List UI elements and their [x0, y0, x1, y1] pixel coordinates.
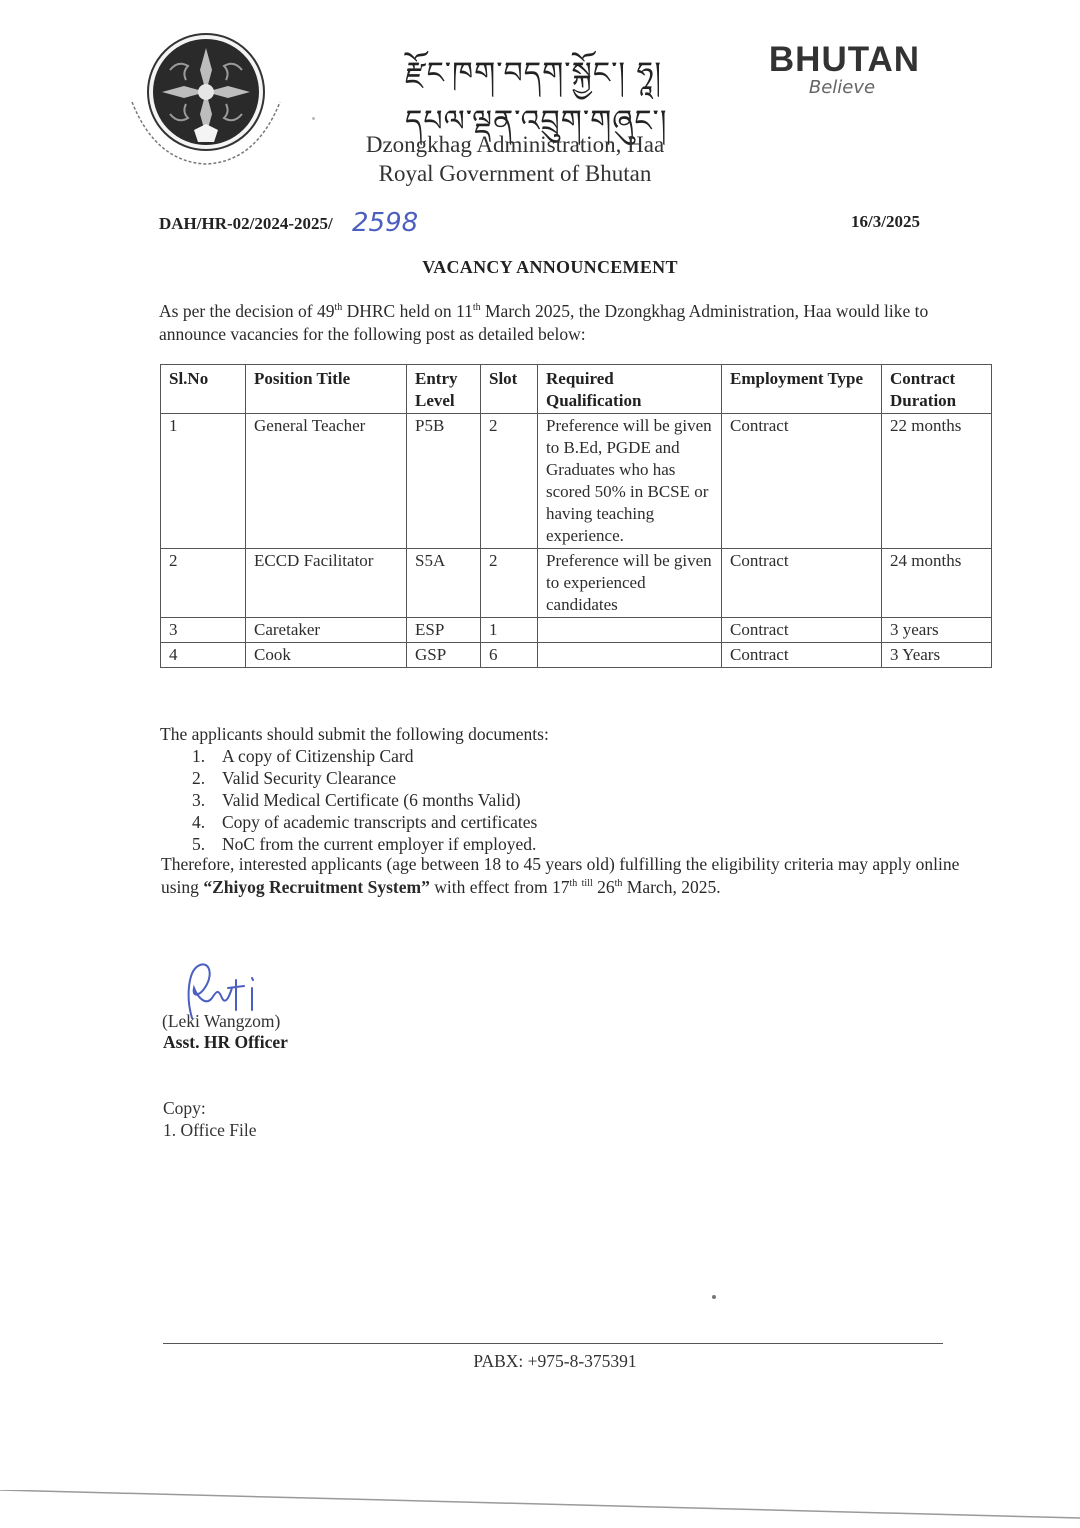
dzongkha-heading-line-1: རྫོང་ཁག་བདག་སྐྱོང་། ཧཱ།: [405, 56, 663, 91]
copy-label: Copy:: [163, 1098, 206, 1118]
intro-paragraph: [159, 300, 959, 346]
cell-position-title: Caretaker: [246, 618, 407, 643]
table-header-row: [161, 365, 992, 414]
ordinal-suffix: th: [569, 878, 578, 890]
closing-text: Therefore, interested applicants (age between 18 to 45 years old) fulfilling the eligibility criteria may apply online using: [161, 854, 960, 897]
reference-number: DAH/HR-02/2024-2025/: [159, 214, 333, 233]
header-employment-type: Employment Type: [722, 365, 882, 414]
table-row: [161, 618, 992, 643]
list-number: 5.: [192, 834, 206, 854]
cell-contract-duration: 24 months: [882, 549, 992, 618]
cell-entry-level: GSP: [407, 643, 481, 668]
cell-required-qualification: [538, 643, 722, 668]
page-title: VACANCY ANNOUNCEMENT: [422, 257, 678, 277]
cell-sl-no: 1: [161, 414, 246, 549]
document-date: 16/3/2025: [851, 212, 920, 231]
cell-entry-level: S5A: [407, 549, 481, 618]
list-item: [180, 811, 537, 833]
cell-employment-type: Contract: [722, 414, 882, 549]
cell-employment-type: Contract: [722, 643, 882, 668]
list-item: [180, 789, 537, 811]
cell-sl-no: 2: [161, 549, 246, 618]
list-number: 2.: [192, 768, 206, 788]
cell-contract-duration: 22 months: [882, 414, 992, 549]
cell-position-title: Cook: [246, 643, 407, 668]
cell-entry-level: ESP: [407, 618, 481, 643]
brand-logo-text: BHUTAN: [768, 40, 921, 79]
list-text: Valid Security Clearance: [222, 768, 396, 788]
cell-contract-duration: 3 years: [882, 618, 992, 643]
cell-entry-level: P5B: [407, 414, 481, 549]
closing-text: March, 2025.: [622, 877, 721, 897]
cell-position-title: General Teacher: [246, 414, 407, 549]
government-name: Royal Government of Bhutan: [378, 161, 652, 186]
cell-sl-no: 4: [161, 643, 246, 668]
copy-item: 1. Office File: [163, 1120, 257, 1140]
footer-pabx: PABX: +975-8-375391: [473, 1351, 637, 1371]
list-number: 3.: [192, 790, 206, 810]
closing-text: 26: [592, 877, 615, 897]
list-text: Valid Medical Certificate (6 months Valid): [222, 790, 521, 810]
list-text: NoC from the current employer if employed.: [222, 834, 537, 854]
cell-position-title: ECCD Facilitator: [246, 549, 407, 618]
table-row: [161, 549, 992, 618]
list-text: Copy of academic transcripts and certificates: [222, 812, 538, 832]
intro-text: March 2025, the Dzongkhag Administration, Haa would like to announce vacancies for the following post as detailed below:: [159, 301, 929, 344]
cell-slot: 6: [481, 643, 538, 668]
cell-slot: 1: [481, 618, 538, 643]
header-position-title: Position Title: [246, 365, 407, 414]
header-contract-duration: [882, 365, 992, 414]
header-required-qualification: Required Qualification: [538, 365, 722, 414]
closing-paragraph: [161, 853, 961, 899]
scan-speck: [312, 117, 315, 120]
organization-name: Dzongkhag Administration, Haa: [365, 132, 665, 157]
header-entry-level: Entry Level: [407, 365, 481, 414]
list-text: A copy of Citizenship Card: [222, 746, 414, 766]
cell-employment-type: Contract: [722, 549, 882, 618]
ordinal-suffix: th: [614, 878, 623, 890]
list-item: [180, 745, 537, 767]
system-name: “Zhiyog Recruitment System”: [203, 877, 430, 897]
table-row: [161, 643, 992, 668]
intro-text: DHRC held on 11: [342, 301, 473, 321]
signer-name: (Leki Wangzom): [162, 1011, 281, 1031]
footer-divider: [163, 1343, 943, 1344]
cell-contract-duration: 3 Years: [882, 643, 992, 668]
closing-text: with effect from 17: [429, 877, 570, 897]
cell-slot: 2: [481, 414, 538, 549]
list-item: [180, 767, 537, 789]
ordinal-suffix: th: [334, 302, 343, 314]
cell-required-qualification: [538, 618, 722, 643]
reference-handwritten-number: 2598: [352, 208, 419, 238]
brand-tagline: Believe: [808, 77, 876, 98]
vacancy-table: [160, 364, 992, 668]
scan-speck: [712, 1295, 716, 1299]
documents-intro: The applicants should submit the following documents:: [160, 724, 549, 744]
header-sl-no: Sl.No: [161, 365, 246, 414]
ordinal-suffix: th: [472, 302, 481, 314]
documents-list: [180, 745, 537, 855]
dzongkha-heading-line-2: དཔལ་ལྡན་འབྲུག་གཞུང་།: [405, 104, 668, 139]
emblem-logo: [126, 30, 286, 170]
cell-required-qualification: Preference will be given to experienced candidates: [538, 549, 722, 618]
list-item: [180, 833, 537, 855]
cell-sl-no: 3: [161, 618, 246, 643]
header-contract-duration-label: Contract Duration: [890, 369, 957, 410]
till-superscript: till: [581, 878, 593, 890]
list-number: 4.: [192, 812, 206, 832]
scan-edge-line: [0, 1490, 1080, 1520]
header-slot: Slot: [481, 365, 538, 414]
cell-employment-type: Contract: [722, 618, 882, 643]
cell-required-qualification: Preference will be given to B.Ed, PGDE and Graduates who has scored 50% in BCSE or having teaching experience.: [538, 414, 722, 549]
list-number: 1.: [192, 746, 206, 766]
signer-title: Asst. HR Officer: [163, 1032, 288, 1052]
cell-slot: 2: [481, 549, 538, 618]
intro-text: As per the decision of 49: [159, 301, 335, 321]
table-row: [161, 414, 992, 549]
